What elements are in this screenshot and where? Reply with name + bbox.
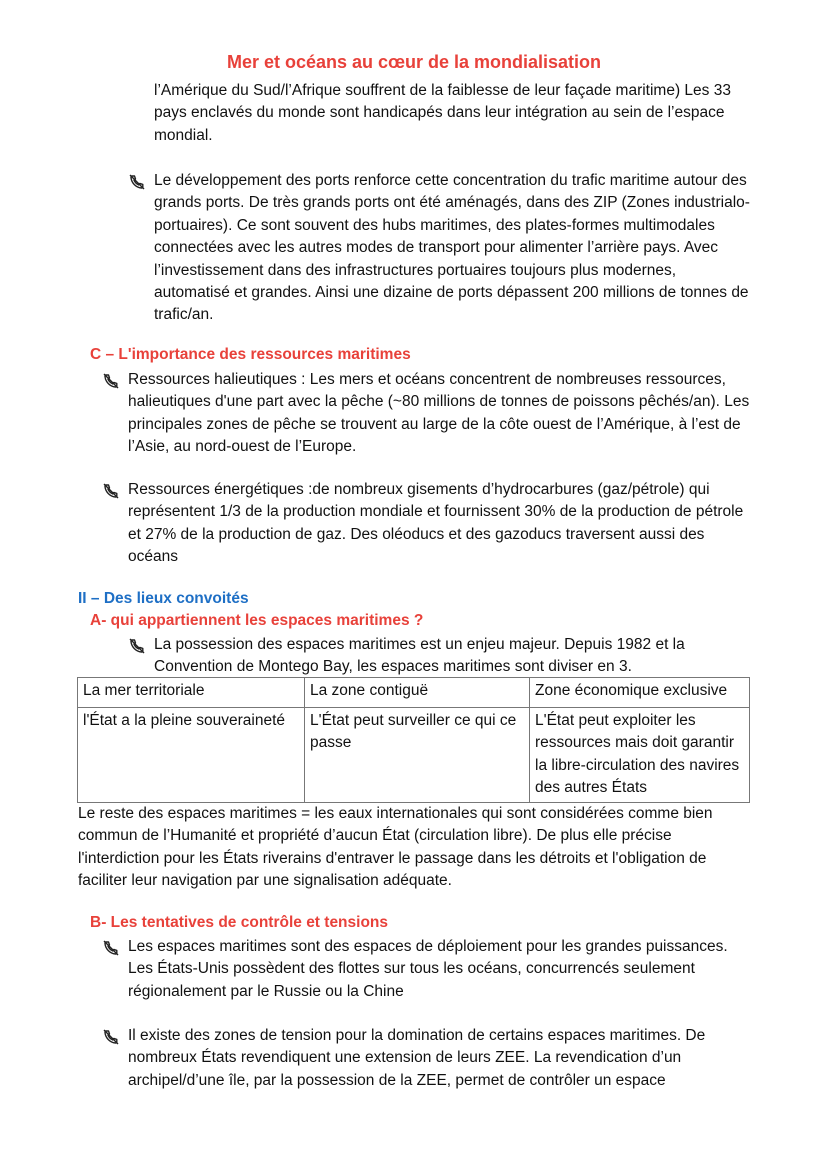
energy-resources-bullet: [128, 479, 754, 569]
ownership-text: La possession des espaces maritimes est un enjeu majeur. Depuis 1982 et la Convention de Montego Bay, les espaces maritimes sont diviser en 3.: [154, 636, 685, 676]
no-phone-icon: [102, 372, 120, 390]
table-header-cell: La zone contiguë: [305, 678, 530, 708]
tension-bullet: [128, 1025, 754, 1092]
no-phone-icon: [102, 939, 120, 957]
international-waters-paragraph: Le reste des espaces maritimes = les eaux internationales qui sont considérées comme bien commun de l’Humanité et propriété d’aucun État (circulation libre). De plus elle précise l'interdiction pour les États riverains d'entraver le passage dans les détroits et l'obligation de faciliter leur navigation par une signalisation adéquate.: [78, 805, 713, 890]
powers-bullet: [128, 936, 754, 1003]
table-cell: L'État peut exploiter les ressources mais doit garantir la libre-circulation des navires des autres États: [530, 708, 750, 803]
table-row: [78, 708, 750, 803]
ports-bullet-text: Le développement des ports renforce cette concentration du trafic maritime autour des grands ports. De très grands ports ont été aménagés, dans des ZIP (Zones industrialo-portuaires). Ce sont souvent des hubs maritimes, des plates-formes multimodales connectées avec les autres modes de transport pour alimenter l’arrière pays. Avec l’investissement dans des infrastructures portuaires toujours plus modernes, automatisé et grandes. Ainsi une dizaine de ports dépassent 200 millions de tonnes de trafic/an.: [154, 172, 750, 324]
powers-text: Les espaces maritimes sont des espaces de déploiement pour les grandes puissances. Les États-Unis possèdent des flottes sur tous les océans, concurrencés seulement régionalement par le Russie ou la Chine: [128, 938, 728, 1000]
ownership-bullet: [154, 634, 754, 679]
page-title: Mer et océans au cœur de la mondialisation: [226, 52, 602, 72]
section-c-heading: C – L'importance des ressources maritimes: [90, 346, 411, 363]
section-2-heading: II – Des lieux convoités: [78, 590, 249, 607]
ports-bullet: [154, 170, 754, 327]
no-phone-icon: [102, 1028, 120, 1046]
table-header-cell: Zone économique exclusive: [530, 678, 750, 708]
table-header-row: [78, 678, 750, 708]
fish-resources-bullet: [128, 369, 754, 459]
no-phone-icon: [128, 637, 146, 655]
section-a-heading: A- qui appartiennent les espaces maritimes ?: [90, 612, 424, 629]
table-header-cell: La mer territoriale: [78, 678, 305, 708]
section-b-heading: B- Les tentatives de contrôle et tensions: [90, 914, 389, 931]
tension-text: Il existe des zones de tension pour la domination de certains espaces maritimes. De nombreux États revendiquent une extension de leurs ZEE. La revendication d’un archipel/d’une île, par la possession de la ZEE, permet de contrôler un espace: [128, 1027, 706, 1089]
intro-paragraph: l’Amérique du Sud/l’Afrique souffrent de la faiblesse de leur façade maritime) Les 33 pays enclavés du monde sont handicapés dans leur intégration au sein de l’espace mondial.: [154, 82, 731, 144]
energy-resources-text: Ressources énergétiques :de nombreux gisements d’hydrocarbures (gaz/pétrole) qui représentent 1/3 de la production mondiale et fournissent 30% de la production de pétrole et 27% de la production de gaz. Des oléoducs et des gazoducs traversent aussi des océans: [128, 481, 744, 566]
table-cell: L'État peut surveiller ce qui ce passe: [305, 708, 530, 803]
no-phone-icon: [102, 482, 120, 500]
maritime-zones-table: [77, 677, 750, 803]
table-cell: l'État a la pleine souveraineté: [78, 708, 305, 803]
no-phone-icon: [128, 173, 146, 191]
fish-resources-text: Ressources halieutiques : Les mers et océans concentrent de nombreuses ressources, halieutiques d'une part avec la pêche (~80 millions de tonnes de poissons pêchés/an). Les principales zones de pêche se trouvent au large de la côte ouest de l’Amérique, à l’est de l’Asie, au nord-ouest de l’Europe.: [128, 371, 750, 456]
